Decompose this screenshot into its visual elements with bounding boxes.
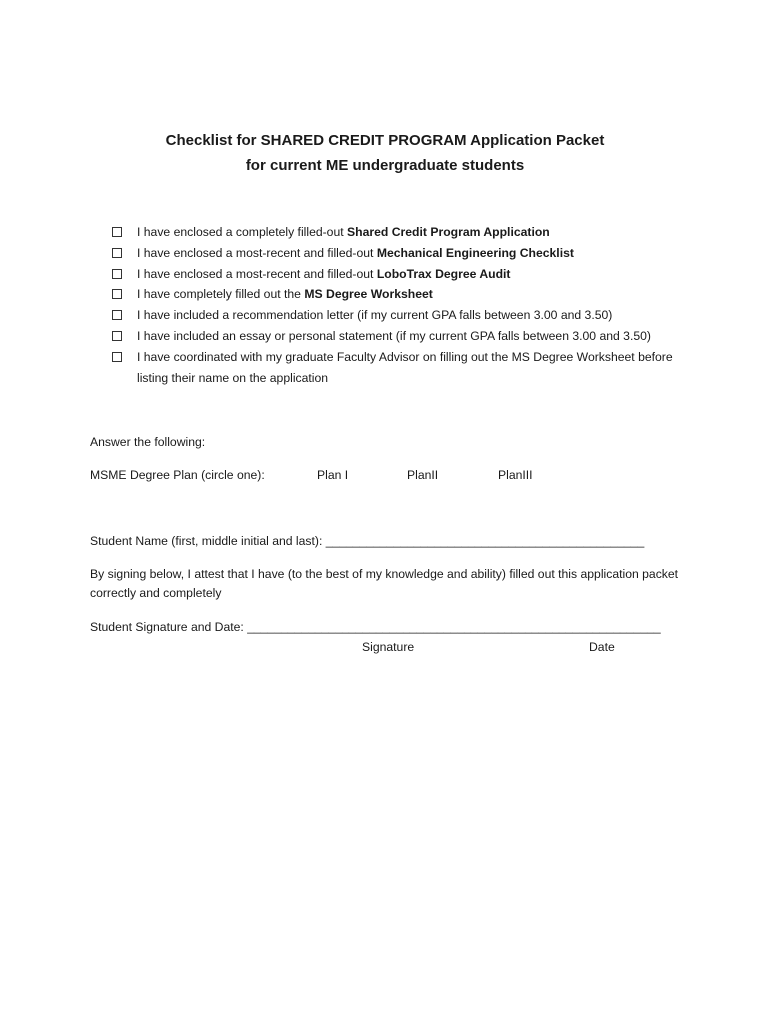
checklist-item-text: I have included an essay or personal statement (if my current GPA falls between 3.00 and 3.50)	[137, 328, 651, 343]
checkbox[interactable]	[112, 310, 122, 320]
student-name-label: Student Name (first, middle initial and last):	[90, 534, 326, 548]
attestation-text: By signing below, I attest that I have (to the best of my knowledge and ability) filled out this application packet correctly and completely	[90, 567, 679, 600]
checklist-item-text: I have enclosed a completely filled-out	[137, 225, 348, 239]
signature-row	[90, 618, 661, 637]
checklist-item-essay	[112, 326, 712, 347]
checklist-item-text: I have coordinated with my graduate Faculty Advisor on filling out the MS Degree Worksheet before listing their name on the application	[137, 349, 673, 385]
student-name-field[interactable]: _______________________________________________	[325, 534, 645, 548]
checklist-item-bold: Shared Credit Program Application	[347, 225, 550, 239]
checklist-item-text: I have completely filled out the	[137, 287, 305, 302]
checklist-item-text: I have enclosed a most-recent and filled-out	[137, 266, 377, 281]
checklist-item-me-checklist	[112, 243, 712, 264]
checklist-item-text: I have included a recommendation letter (if my current GPA falls between 3.00 and 3.50)	[137, 308, 613, 323]
signature-label: Student Signature and Date:	[90, 620, 248, 634]
checkbox[interactable]	[112, 248, 122, 258]
checklist-item-recommendation	[112, 305, 712, 326]
checklist	[112, 222, 712, 388]
checklist-item-bold: Mechanical Engineering Checklist	[376, 245, 574, 260]
plan-option-3[interactable]: PlanIII	[498, 468, 533, 482]
checklist-item-ms-worksheet	[112, 284, 712, 305]
answer-heading: Answer the following:	[90, 435, 206, 449]
plan-option-2[interactable]: PlanII	[407, 468, 439, 482]
checkbox[interactable]	[112, 331, 122, 341]
checkbox[interactable]	[112, 227, 122, 237]
checkbox[interactable]	[112, 289, 122, 299]
title-line-1: Checklist for SHARED CREDIT PROGRAM Application Packet	[165, 132, 605, 149]
checkbox[interactable]	[112, 269, 122, 279]
degree-plan-label: MSME Degree Plan (circle one):	[90, 468, 265, 482]
plan-option-1[interactable]: Plan I	[317, 468, 349, 482]
date-caption: Date	[589, 640, 615, 654]
title-line-2: for current ME undergraduate students	[245, 157, 525, 174]
checklist-item-application	[112, 222, 712, 243]
checklist-item-bold: MS Degree Worksheet	[304, 287, 433, 302]
checkbox[interactable]	[112, 352, 122, 362]
checklist-item-text: I have enclosed a most-recent and filled-out	[137, 245, 377, 260]
document-title	[0, 128, 770, 178]
signature-field[interactable]: _____________________________________________________________	[247, 620, 661, 634]
checklist-item-degree-audit	[112, 264, 712, 285]
student-name-row	[90, 532, 644, 551]
checklist-item-faculty-advisor	[112, 347, 712, 389]
checklist-item-bold: LoboTrax Degree Audit	[376, 266, 511, 281]
signature-caption: Signature	[362, 640, 415, 654]
